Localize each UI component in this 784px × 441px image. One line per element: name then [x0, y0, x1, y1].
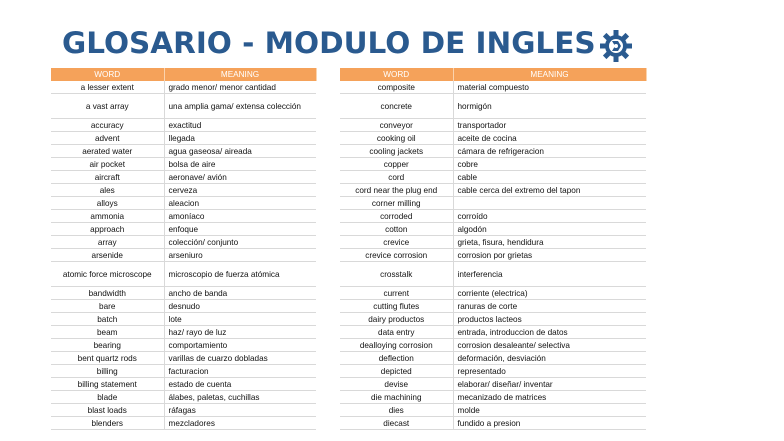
word-cell: depicted: [340, 365, 453, 378]
table-row: [51, 313, 316, 326]
meaning-cell: transportador: [453, 119, 646, 132]
table-row: [51, 339, 316, 352]
meaning-cell: ráfagas: [164, 404, 316, 417]
word-cell: approach: [51, 223, 164, 236]
word-cell: corroded: [340, 210, 453, 223]
table-row: [340, 210, 646, 223]
header-word: WORD: [340, 68, 453, 81]
meaning-cell: corroído: [453, 210, 646, 223]
meaning-cell: grieta, fisura, hendidura: [453, 236, 646, 249]
meaning-cell: fundido a presion: [453, 417, 646, 430]
meaning-cell: cable cerca del extremo del tapon: [453, 184, 646, 197]
word-cell: deflection: [340, 352, 453, 365]
word-cell: devise: [340, 378, 453, 391]
table-row: [340, 300, 646, 313]
meaning-cell: amoníaco: [164, 210, 316, 223]
table-row: [340, 236, 646, 249]
word-cell: atomic force microscope: [51, 262, 164, 287]
table-row: [340, 287, 646, 300]
table-row: [340, 94, 646, 119]
table-row: [340, 119, 646, 132]
word-cell: dairy productos: [340, 313, 453, 326]
word-cell: data entry: [340, 326, 453, 339]
table-row: [51, 184, 316, 197]
meaning-cell: exactitud: [164, 119, 316, 132]
meaning-cell: cerveza: [164, 184, 316, 197]
meaning-cell: bolsa de aire: [164, 158, 316, 171]
gear-logo-icon: [598, 28, 634, 64]
word-cell: alloys: [51, 197, 164, 210]
table-row: [340, 223, 646, 236]
meaning-cell: varillas de cuarzo dobladas: [164, 352, 316, 365]
table-row: [340, 313, 646, 326]
glossary-table-left: [51, 68, 317, 430]
meaning-cell: corrosion por grietas: [453, 249, 646, 262]
table-row: [51, 158, 316, 171]
table-row: [340, 132, 646, 145]
meaning-cell: corriente (electrica): [453, 287, 646, 300]
meaning-cell: microscopio de fuerza atómica: [164, 262, 316, 287]
meaning-cell: enfoque: [164, 223, 316, 236]
meaning-cell: productos lacteos: [453, 313, 646, 326]
table-row: [340, 197, 646, 210]
word-cell: array: [51, 236, 164, 249]
word-cell: current: [340, 287, 453, 300]
meaning-cell: haz/ rayo de luz: [164, 326, 316, 339]
meaning-cell: material compuesto: [453, 81, 646, 94]
table-row: [51, 404, 316, 417]
meaning-cell: representado: [453, 365, 646, 378]
table-row: [51, 378, 316, 391]
word-cell: ammonia: [51, 210, 164, 223]
meaning-cell: agua gaseosa/ aireada: [164, 145, 316, 158]
word-cell: crosstalk: [340, 262, 453, 287]
meaning-cell: llegada: [164, 132, 316, 145]
meaning-cell: corrosion desaleante/ selectiva: [453, 339, 646, 352]
word-cell: cooking oil: [340, 132, 453, 145]
word-cell: diecast: [340, 417, 453, 430]
table-row: [340, 391, 646, 404]
meaning-cell: colección/ conjunto: [164, 236, 316, 249]
table-header-row: [340, 68, 646, 81]
word-cell: billing: [51, 365, 164, 378]
word-cell: bent quartz rods: [51, 352, 164, 365]
word-cell: a lesser extent: [51, 81, 164, 94]
table-row: [51, 262, 316, 287]
word-cell: batch: [51, 313, 164, 326]
table-row: [340, 417, 646, 430]
meaning-cell: deformación, desviación: [453, 352, 646, 365]
table-row: [340, 365, 646, 378]
table-row: [51, 236, 316, 249]
meaning-cell: molde: [453, 404, 646, 417]
meaning-cell: álabes, paletas, cuchillas: [164, 391, 316, 404]
word-cell: blade: [51, 391, 164, 404]
word-cell: die machining: [340, 391, 453, 404]
meaning-cell: una amplia gama/ extensa colección: [164, 94, 316, 119]
word-cell: billing statement: [51, 378, 164, 391]
table-row: [51, 171, 316, 184]
meaning-cell: estado de cuenta: [164, 378, 316, 391]
word-cell: bandwidth: [51, 287, 164, 300]
word-cell: bearing: [51, 339, 164, 352]
meaning-cell: mecanizado de matrices: [453, 391, 646, 404]
meaning-cell: arseniuro: [164, 249, 316, 262]
table-row: [51, 81, 316, 94]
word-cell: cord: [340, 171, 453, 184]
word-cell: cord near the plug end: [340, 184, 453, 197]
table-row: [340, 249, 646, 262]
table-row: [51, 365, 316, 378]
meaning-cell: desnudo: [164, 300, 316, 313]
word-cell: a vast array: [51, 94, 164, 119]
word-cell: cotton: [340, 223, 453, 236]
meaning-cell: ranuras de corte: [453, 300, 646, 313]
table-row: [340, 352, 646, 365]
word-cell: cooling jackets: [340, 145, 453, 158]
word-cell: conveyor: [340, 119, 453, 132]
word-cell: crevice: [340, 236, 453, 249]
meaning-cell: aeronave/ avión: [164, 171, 316, 184]
meaning-cell: comportamiento: [164, 339, 316, 352]
word-cell: blenders: [51, 417, 164, 430]
table-row: [51, 249, 316, 262]
word-cell: arsenide: [51, 249, 164, 262]
table-row: [51, 210, 316, 223]
table-row: [340, 145, 646, 158]
word-cell: aircraft: [51, 171, 164, 184]
table-row: [51, 119, 316, 132]
word-cell: dies: [340, 404, 453, 417]
table-row: [51, 391, 316, 404]
meaning-cell: cable: [453, 171, 646, 184]
meaning-cell: facturacion: [164, 365, 316, 378]
table-row: [51, 197, 316, 210]
word-cell: dealloying corrosion: [340, 339, 453, 352]
page-title: GLOSARIO - MODULO DE INGLES: [62, 26, 596, 60]
header-word: WORD: [51, 68, 164, 81]
word-cell: beam: [51, 326, 164, 339]
word-cell: accuracy: [51, 119, 164, 132]
header-meaning: MEANING: [453, 68, 646, 81]
meaning-cell: aceite de cocina: [453, 132, 646, 145]
table-row: [340, 171, 646, 184]
meaning-cell: algodón: [453, 223, 646, 236]
meaning-cell: cámara de refrigeracion: [453, 145, 646, 158]
meaning-cell: hormigón: [453, 94, 646, 119]
word-cell: composite: [340, 81, 453, 94]
meaning-cell: [453, 197, 646, 210]
table-row: [340, 404, 646, 417]
table-row: [51, 300, 316, 313]
word-cell: aerated water: [51, 145, 164, 158]
word-cell: ales: [51, 184, 164, 197]
table-row: [51, 94, 316, 119]
table-row: [51, 352, 316, 365]
word-cell: air pocket: [51, 158, 164, 171]
meaning-cell: aleacion: [164, 197, 316, 210]
meaning-cell: lote: [164, 313, 316, 326]
table-row: [340, 339, 646, 352]
table-row: [340, 158, 646, 171]
meaning-cell: entrada, introduccion de datos: [453, 326, 646, 339]
table-row: [51, 287, 316, 300]
table-row: [340, 81, 646, 94]
word-cell: concrete: [340, 94, 453, 119]
table-row: [51, 223, 316, 236]
meaning-cell: grado menor/ menor cantidad: [164, 81, 316, 94]
word-cell: blast loads: [51, 404, 164, 417]
word-cell: copper: [340, 158, 453, 171]
word-cell: advent: [51, 132, 164, 145]
table-header-row: [51, 68, 316, 81]
table-row: [340, 378, 646, 391]
glossary-table-right: [340, 68, 647, 430]
table-row: [51, 132, 316, 145]
word-cell: corner milling: [340, 197, 453, 210]
table-row: [51, 145, 316, 158]
header-meaning: MEANING: [164, 68, 316, 81]
meaning-cell: cobre: [453, 158, 646, 171]
word-cell: crevice corrosion: [340, 249, 453, 262]
meaning-cell: interferencia: [453, 262, 646, 287]
table-row: [340, 326, 646, 339]
meaning-cell: elaborar/ diseñar/ inventar: [453, 378, 646, 391]
table-row: [340, 184, 646, 197]
table-row: [340, 262, 646, 287]
table-row: [51, 417, 316, 430]
meaning-cell: mezcladores: [164, 417, 316, 430]
table-row: [51, 326, 316, 339]
meaning-cell: ancho de banda: [164, 287, 316, 300]
word-cell: bare: [51, 300, 164, 313]
word-cell: cutting flutes: [340, 300, 453, 313]
